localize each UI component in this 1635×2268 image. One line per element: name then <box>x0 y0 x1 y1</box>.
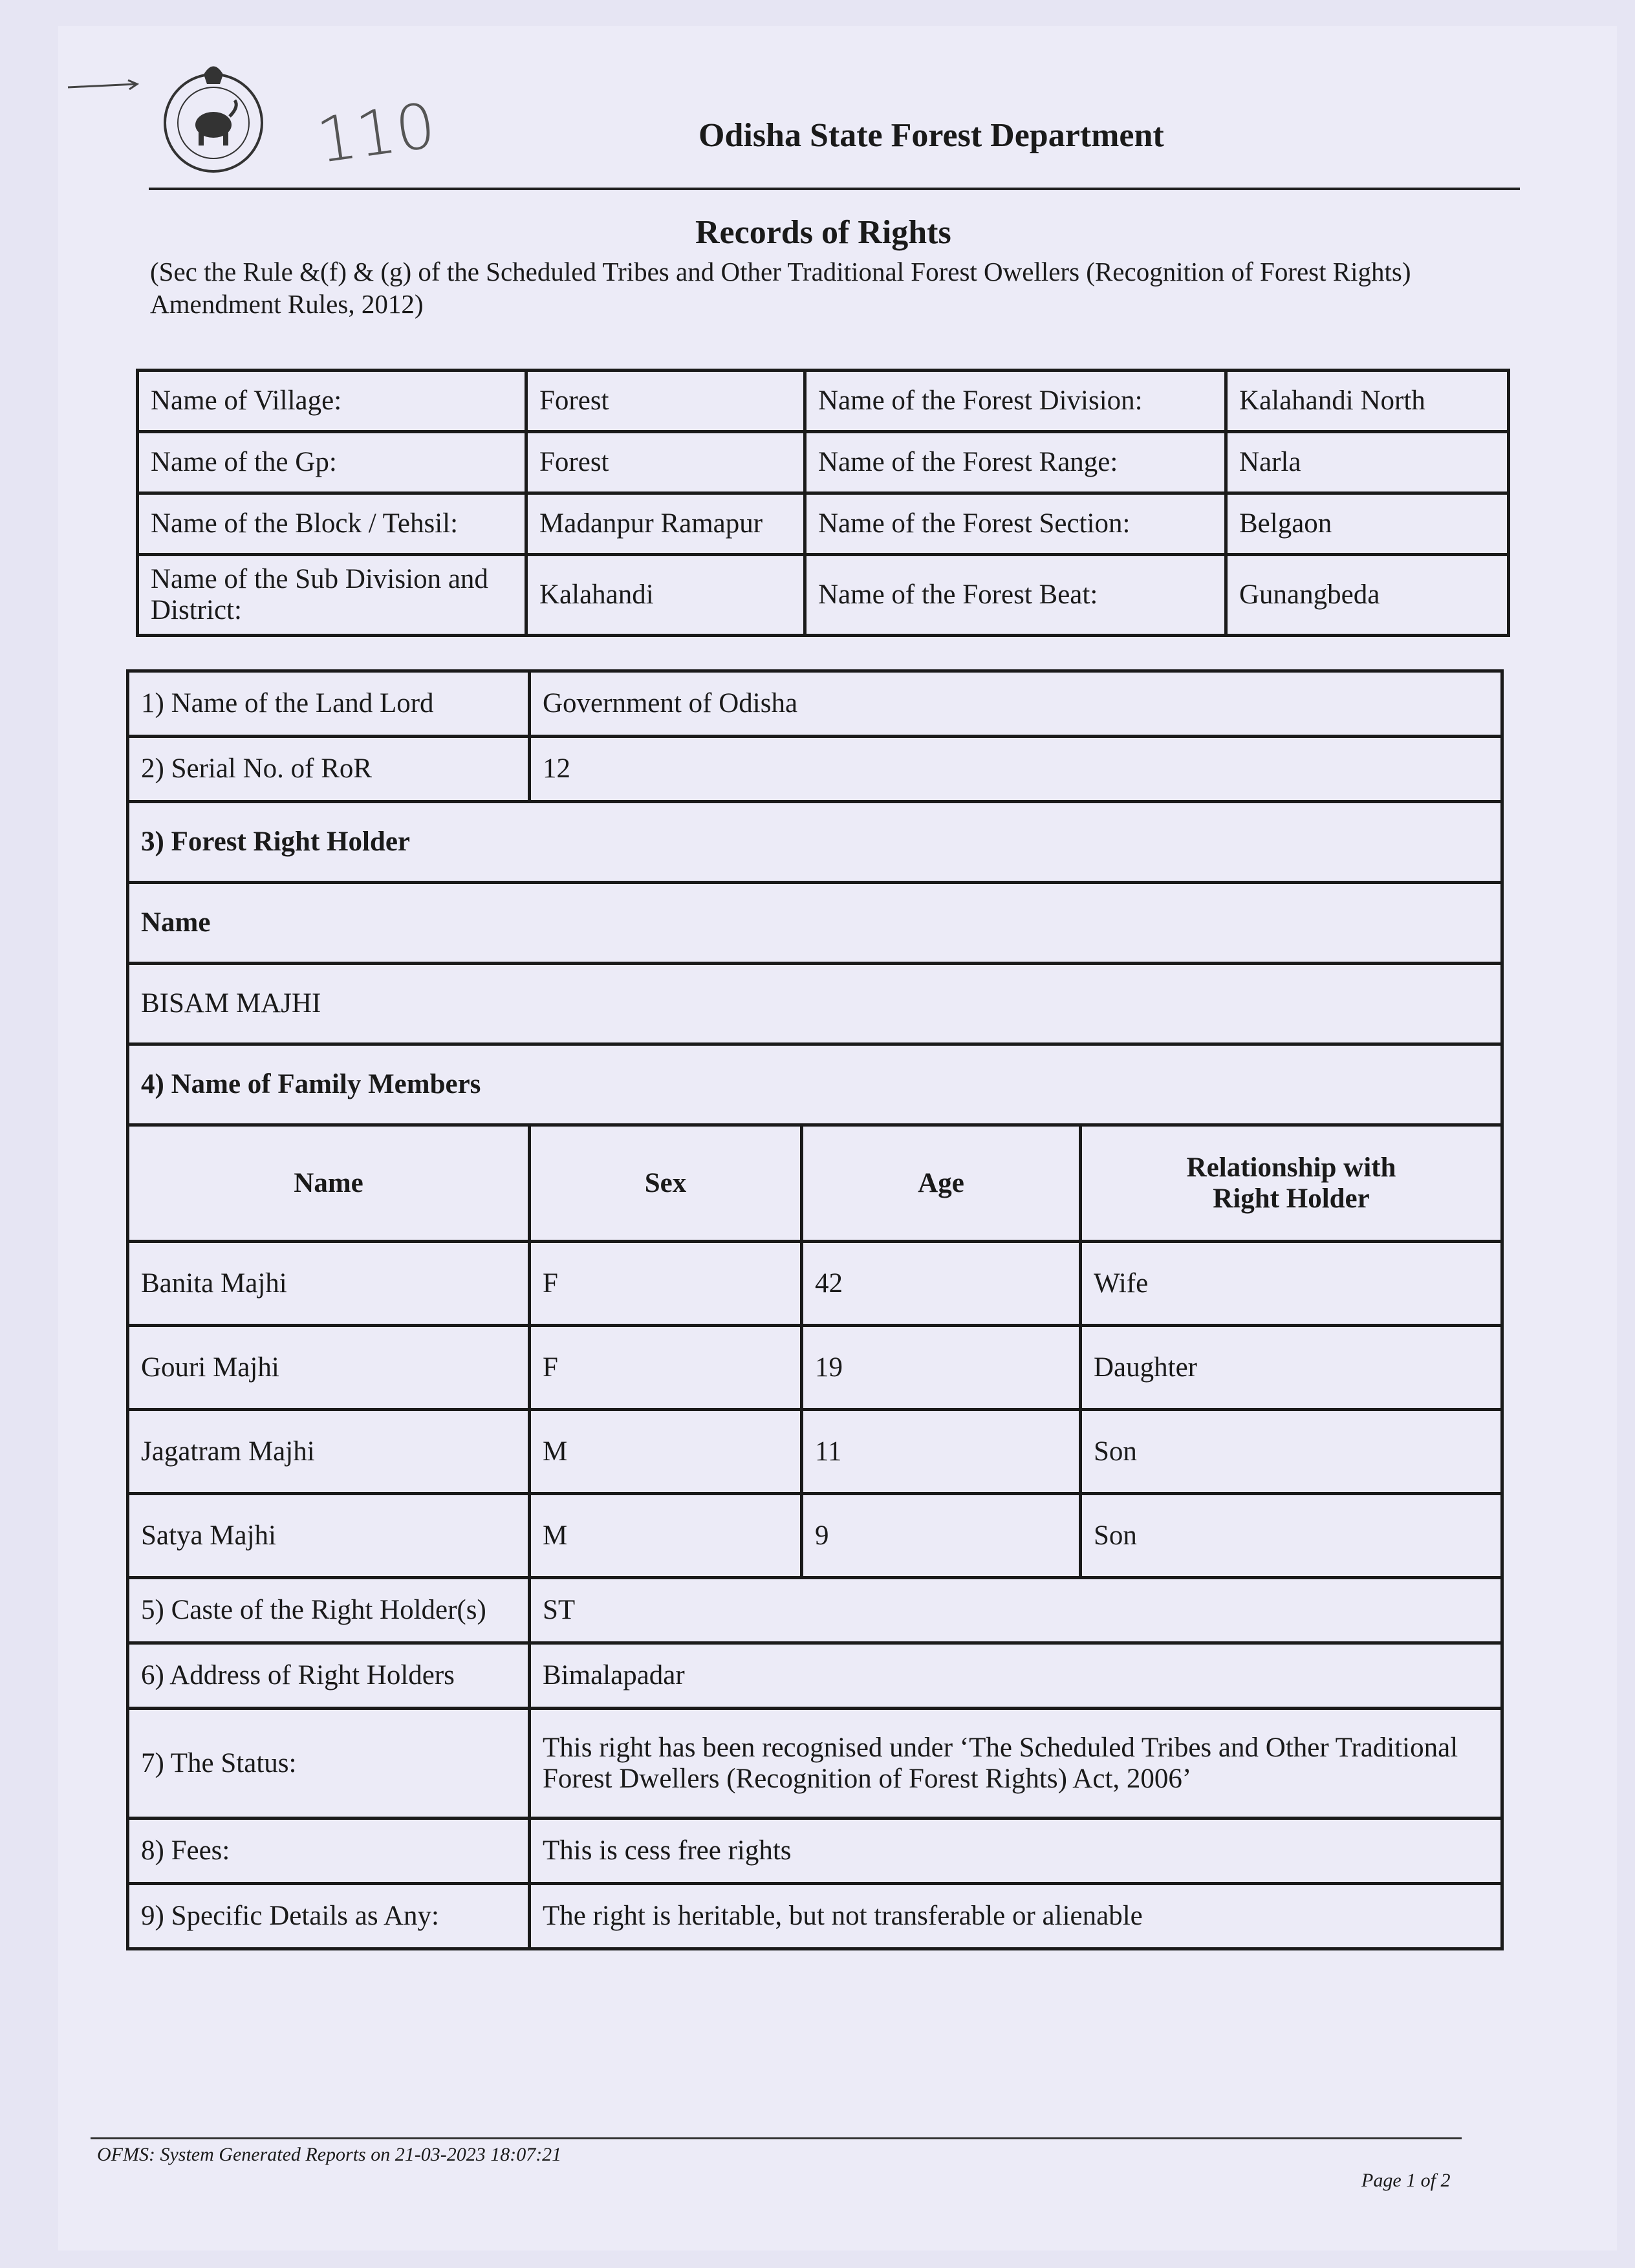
handwritten-number: 110 <box>312 89 440 178</box>
fees-value: This is cess free rights <box>530 1819 1502 1884</box>
holder-name: BISAM MAJHI <box>128 964 1502 1044</box>
member-name: Banita Majhi <box>128 1242 530 1326</box>
footer-rule <box>91 2137 1462 2139</box>
member-relation: Wife <box>1081 1242 1502 1326</box>
beat-value: Gunangbeda <box>1226 555 1509 636</box>
member-name: Satya Majhi <box>128 1494 530 1578</box>
rule-reference: (Sec the Rule &(f) & (g) of the Scheduled Tribes and Other Traditional Forest Owellers (Recognition of Forest Rights) Amendment Rules, 2012) <box>150 257 1411 319</box>
member-age: 42 <box>802 1242 1081 1326</box>
family-heading: 4) Name of Family Members <box>128 1044 1502 1125</box>
table-row <box>128 883 1502 964</box>
member-sex: M <box>530 1410 802 1494</box>
range-label: Name of the Forest Range: <box>805 432 1226 493</box>
column-header-age: Age <box>802 1125 1081 1242</box>
subdivision-value: Kalahandi <box>526 555 805 636</box>
pen-arrow-mark <box>65 78 142 97</box>
member-sex: M <box>530 1494 802 1578</box>
table-row <box>128 1242 1502 1326</box>
member-age: 11 <box>802 1410 1081 1494</box>
location-table <box>136 369 1510 637</box>
family-header-row <box>128 1125 1502 1242</box>
block-label: Name of the Block / Tehsil: <box>138 493 526 555</box>
table-row <box>128 1410 1502 1494</box>
table-row <box>128 1326 1502 1410</box>
column-header-sex: Sex <box>530 1125 802 1242</box>
status-label: 7) The Status: <box>128 1709 530 1819</box>
caste-value: ST <box>530 1578 1502 1643</box>
address-value: Bimalapadar <box>530 1643 1502 1709</box>
column-header-name: Name <box>128 1125 530 1242</box>
ror-table <box>126 669 1504 1950</box>
range-value: Narla <box>1226 432 1509 493</box>
holder-heading: 3) Forest Right Holder <box>128 802 1502 883</box>
department-title: Odisha State Forest Department <box>698 117 1164 154</box>
serial-value: 12 <box>530 737 1502 802</box>
member-age: 19 <box>802 1326 1081 1410</box>
division-label: Name of the Forest Division: <box>805 371 1226 432</box>
member-sex: F <box>530 1242 802 1326</box>
beat-label: Name of the Forest Beat: <box>805 555 1226 636</box>
address-label: 6) Address of Right Holders <box>128 1643 530 1709</box>
division-value: Kalahandi North <box>1226 371 1509 432</box>
column-header-relationship: Relationship with Right Holder <box>1081 1125 1502 1242</box>
member-age: 9 <box>802 1494 1081 1578</box>
table-row <box>138 555 1509 636</box>
village-label: Name of Village: <box>138 371 526 432</box>
generated-timestamp: OFMS: System Generated Reports on 21-03-2023 18:07:21 <box>97 2144 562 2165</box>
table-row <box>128 802 1502 883</box>
header-rule <box>149 188 1520 190</box>
table-row <box>128 1643 1502 1709</box>
landlord-label: 1) Name of the Land Lord <box>128 671 530 737</box>
table-row <box>138 432 1509 493</box>
odisha-emblem-seal <box>158 55 268 178</box>
village-value: Forest <box>526 371 805 432</box>
table-row <box>128 964 1502 1044</box>
table-row <box>128 1494 1502 1578</box>
serial-label: 2) Serial No. of RoR <box>128 737 530 802</box>
member-relation: Son <box>1081 1494 1502 1578</box>
table-row <box>138 493 1509 555</box>
member-relation: Son <box>1081 1410 1502 1494</box>
records-title: Records of Rights <box>695 214 951 251</box>
table-row <box>128 671 1502 737</box>
table-row <box>128 1819 1502 1884</box>
name-heading: Name <box>128 883 1502 964</box>
member-relation: Daughter <box>1081 1326 1502 1410</box>
member-name: Gouri Majhi <box>128 1326 530 1410</box>
section-value: Belgaon <box>1226 493 1509 555</box>
table-row <box>128 1884 1502 1949</box>
gp-value: Forest <box>526 432 805 493</box>
member-sex: F <box>530 1326 802 1410</box>
details-label: 9) Specific Details as Any: <box>128 1884 530 1949</box>
fees-label: 8) Fees: <box>128 1819 530 1884</box>
section-label: Name of the Forest Section: <box>805 493 1226 555</box>
table-row <box>128 1709 1502 1819</box>
page-number: Page 1 of 2 <box>1361 2170 1451 2191</box>
member-name: Jagatram Majhi <box>128 1410 530 1494</box>
details-value: The right is heritable, but not transferable or alienable <box>530 1884 1502 1949</box>
subdivision-label: Name of the Sub Division and District: <box>138 555 526 636</box>
table-row <box>128 737 1502 802</box>
table-row <box>128 1578 1502 1643</box>
block-value: Madanpur Ramapur <box>526 493 805 555</box>
table-row <box>138 371 1509 432</box>
gp-label: Name of the Gp: <box>138 432 526 493</box>
landlord-value: Government of Odisha <box>530 671 1502 737</box>
status-value: This right has been recognised under ‘The Scheduled Tribes and Other Traditional Forest Dwellers (Recognition of Forest Rights) Act, 2006’ <box>530 1709 1502 1819</box>
caste-label: 5) Caste of the Right Holder(s) <box>128 1578 530 1643</box>
table-row <box>128 1044 1502 1125</box>
